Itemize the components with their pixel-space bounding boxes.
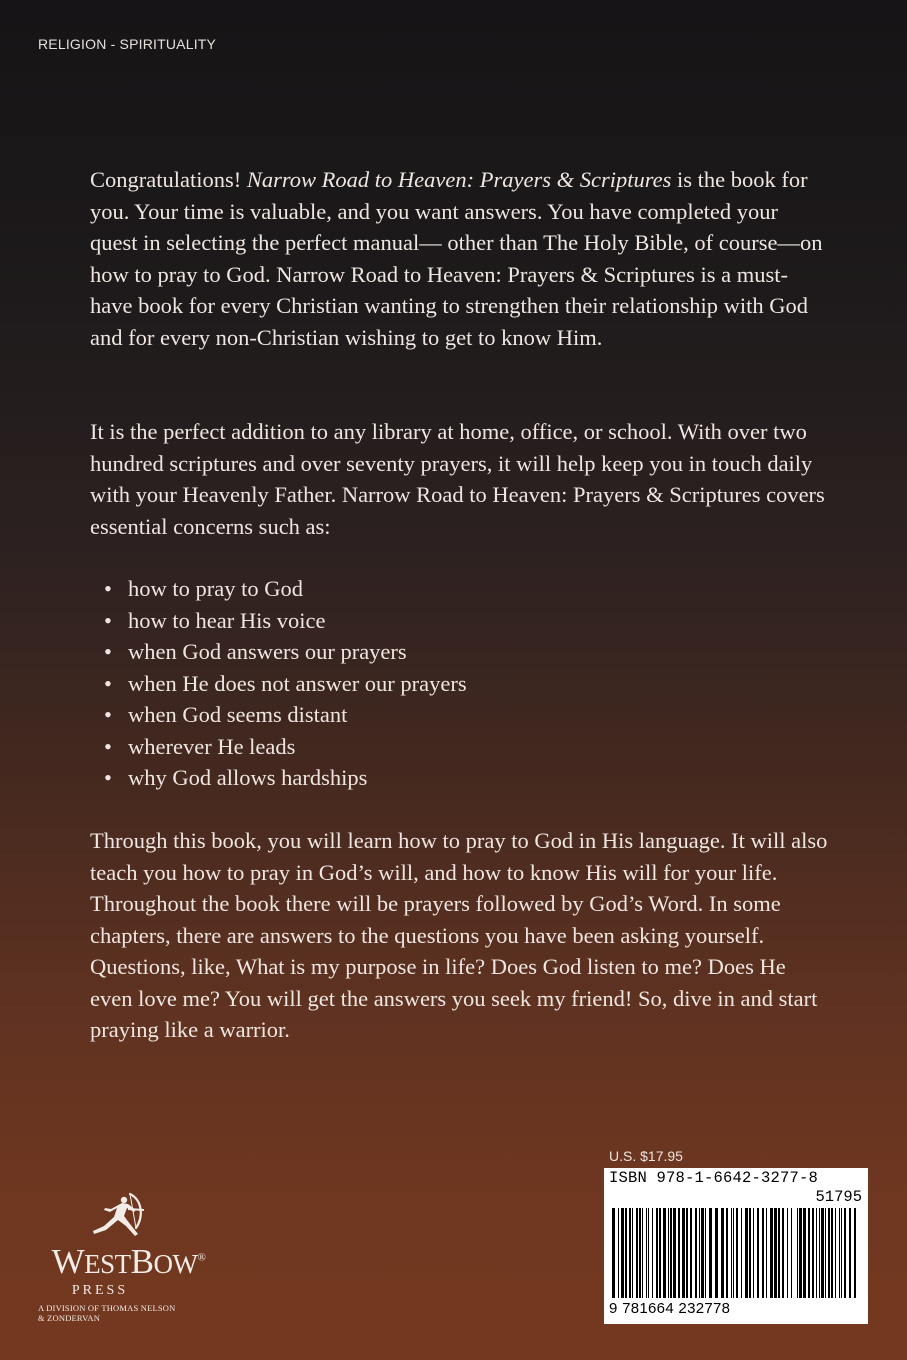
barcode-bar xyxy=(673,1208,676,1298)
barcode-bar xyxy=(656,1208,658,1298)
bullet-icon: • xyxy=(104,607,112,633)
description-paragraph-3 xyxy=(90,825,830,1046)
barcode-bar xyxy=(816,1208,817,1298)
price-label: U.S. $17.95 xyxy=(609,1148,683,1164)
barcode-bar xyxy=(701,1208,704,1298)
barcode-bar xyxy=(753,1208,754,1298)
publisher-name-part: W xyxy=(51,1242,85,1281)
barcode-bar xyxy=(668,1208,669,1298)
barcode-bar xyxy=(835,1208,836,1298)
barcode-bar xyxy=(821,1208,824,1298)
publisher-division-2: & ZONDERVAN xyxy=(38,1313,101,1323)
barcode-bar xyxy=(844,1208,846,1298)
barcode-bar xyxy=(695,1208,697,1298)
barcode-bar xyxy=(659,1208,661,1298)
barcode-bar xyxy=(825,1208,826,1298)
barcode-bar xyxy=(749,1208,751,1298)
paragraph-2-text: It is the perfect addition to any library at home, office, or school. With over two hundred scriptures and over seventy prayers, it will help keep you in touch daily with your Heavenly Father. Narrow Road to Heaven: Prayers & Scriptures covers essential concerns such as: xyxy=(90,419,825,539)
description-paragraph-2 xyxy=(90,416,830,542)
list-item-text: how to pray to God xyxy=(128,576,303,601)
barcode-bar xyxy=(670,1208,672,1298)
ean-digits: 9 781664 232778 xyxy=(609,1300,731,1317)
intro-lead: Congratulations! xyxy=(90,167,247,192)
list-item-text: wherever He leads xyxy=(128,733,296,759)
barcode-bar xyxy=(646,1208,647,1298)
barcode-bar xyxy=(778,1208,780,1298)
barcode-bar xyxy=(682,1208,685,1298)
bullet-icon: • xyxy=(104,670,112,696)
barcode-bar xyxy=(709,1208,712,1298)
barcode-bar xyxy=(625,1208,627,1298)
barcode-bar xyxy=(612,1208,615,1298)
list-item-text: when He does not answer our prayers xyxy=(128,670,467,696)
barcode-bar xyxy=(639,1208,641,1298)
book-title-italic: Narrow Road to Heaven: Prayers & Scriptures xyxy=(246,167,672,192)
barcode-bar xyxy=(686,1208,688,1298)
bullet-icon: • xyxy=(104,702,112,727)
barcode-bar xyxy=(621,1208,624,1298)
list-item xyxy=(104,605,704,637)
barcode-bar xyxy=(699,1208,700,1298)
barcode-bar xyxy=(736,1208,738,1298)
barcode-bar xyxy=(648,1208,649,1298)
barcode-bar xyxy=(803,1208,806,1298)
paragraph-3-text: Through this book, you will learn how to pray to God in His language. It will also teach you how to pray in God’s will, and how to know His will for your life. Throughout the book there will be prayers followed by God’s Word. In some chapters, there are answers to the questions you have been asking yourself. Questions, like, What is my purpose in life? Does God listen to me? Does He even love me? You will get the answers you seek my friend! So, dive in and start praying like a warrior. xyxy=(90,828,828,1042)
publisher-name-part: EST xyxy=(84,1249,131,1279)
publisher-press: PRESS xyxy=(71,1283,129,1298)
barcode-bar xyxy=(854,1208,856,1298)
barcode-bar xyxy=(787,1208,788,1298)
barcode-bar xyxy=(632,1208,633,1298)
list-item-text: why God allows hardships xyxy=(128,765,368,790)
barcode-bar xyxy=(849,1208,851,1298)
barcode-bar xyxy=(652,1208,653,1298)
bullet-icon: • xyxy=(104,765,112,790)
barcode-bar xyxy=(618,1208,619,1298)
publisher-name xyxy=(36,1242,221,1282)
barcode-bar xyxy=(799,1208,802,1298)
barcode-bar xyxy=(831,1208,833,1298)
bullet-icon: • xyxy=(104,733,112,759)
barcode-bar xyxy=(731,1208,732,1298)
barcode-bar xyxy=(715,1208,718,1298)
barcode-bar xyxy=(808,1208,810,1298)
barcode-bar xyxy=(839,1208,840,1298)
barcode-bar xyxy=(774,1208,777,1298)
description-paragraph-1 xyxy=(90,164,830,353)
barcode-bar xyxy=(741,1208,742,1298)
barcode-bar xyxy=(797,1208,798,1298)
archer-icon xyxy=(84,1190,154,1247)
publisher-name-part: B xyxy=(130,1242,154,1281)
publisher-name-part: OW xyxy=(153,1249,198,1279)
barcode-bar xyxy=(678,1208,680,1298)
list-item xyxy=(104,668,704,700)
list-item-text: how to hear His voice xyxy=(128,607,326,633)
barcode-bar xyxy=(636,1208,638,1298)
price-addon-bars xyxy=(797,1208,861,1300)
barcode-bar xyxy=(663,1208,666,1298)
barcode-bar xyxy=(841,1208,842,1298)
barcode-bar xyxy=(782,1208,784,1298)
barcode-bar xyxy=(791,1208,792,1298)
barcode-bar xyxy=(812,1208,814,1298)
concerns-list xyxy=(104,573,704,794)
bullet-icon: • xyxy=(104,576,112,601)
barcode-bar xyxy=(828,1208,830,1298)
barcode-bar xyxy=(726,1208,728,1298)
barcode xyxy=(604,1168,868,1324)
barcode-bar xyxy=(762,1208,764,1298)
barcode-bar xyxy=(766,1208,767,1298)
barcode-bar xyxy=(745,1208,748,1298)
intro-rest: is the book for you. Your time is valuable, and you want answers. You have completed your quest in selecting the perfect manual— other than The Holy Bible, of course—on how to pray to God. Narrow Road to Heaven: Prayers & Scriptures is a must-have book for every Christian wanting to strengthen their relationship with God and for every non-Christian wishing to get to know Him. xyxy=(90,167,823,350)
price-code: 51795 xyxy=(815,1188,862,1206)
list-item-text: when God seems distant xyxy=(128,702,348,727)
publisher-division: A DIVISION OF THOMAS NELSON xyxy=(38,1303,176,1313)
ean-bars xyxy=(612,1208,792,1300)
barcode-bar xyxy=(757,1208,759,1298)
barcode-bar xyxy=(770,1208,773,1298)
barcode-bar xyxy=(819,1208,820,1298)
barcode-bar xyxy=(705,1208,706,1298)
barcode-bar xyxy=(733,1208,734,1298)
bullet-icon: • xyxy=(104,639,112,664)
list-item xyxy=(104,699,704,731)
list-item xyxy=(104,731,704,763)
barcode-bar xyxy=(642,1208,643,1298)
registered-mark: ® xyxy=(197,1251,206,1264)
isbn-label: ISBN 978-1-6642-3277-8 xyxy=(609,1169,819,1187)
list-item xyxy=(104,573,704,605)
barcode-bar xyxy=(629,1208,631,1298)
list-item xyxy=(104,762,704,794)
list-item xyxy=(104,636,704,668)
barcode-bar xyxy=(721,1208,724,1298)
barcode-bar xyxy=(690,1208,692,1298)
category-label: RELIGION - SPIRITUALITY xyxy=(38,36,217,52)
list-item-text: when God answers our prayers xyxy=(128,639,407,664)
